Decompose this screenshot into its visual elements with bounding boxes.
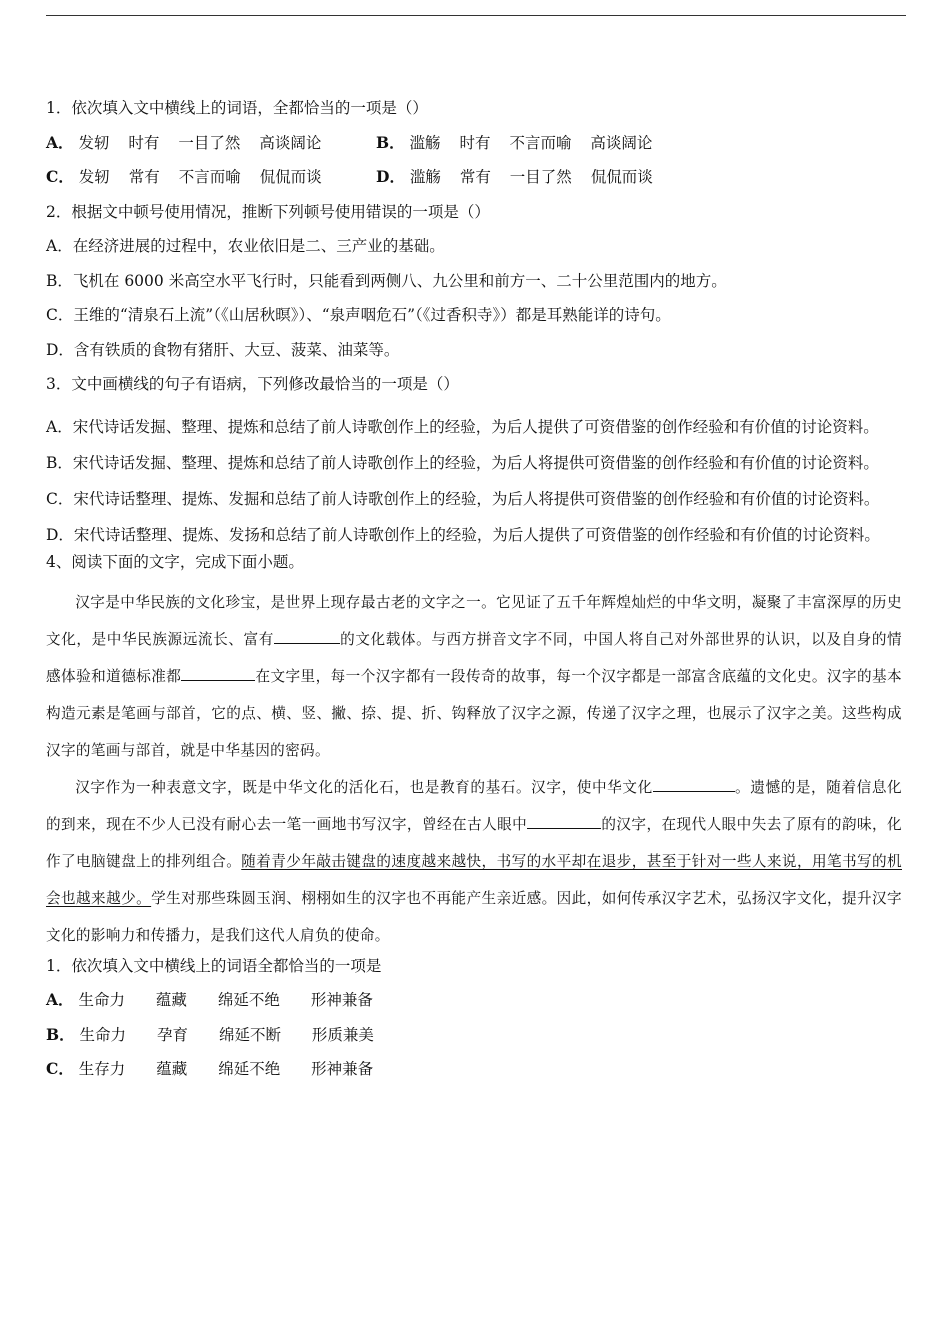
q2-option-d: D．含有铁质的食物有猪肝、大豆、菠菜、油菜等。	[46, 340, 400, 359]
fill-blank-2	[181, 666, 255, 681]
option-word: 一目了然	[509, 168, 572, 186]
option-word: 蕴藏	[155, 991, 187, 1009]
q3-option-a: A．宋代诗话发掘、整理、提炼和总结了前人诗歌创作上的经验，为后人提供了可资借鉴的创作经验和有价值的讨论资料。	[46, 417, 879, 436]
option-word: 形神兼备	[310, 991, 373, 1009]
option-label: D．	[376, 167, 405, 186]
q1-stem: 1．依次填入文中横线上的词语，全都恰当的一项是（）	[46, 99, 428, 117]
q3-option-c: C．宋代诗话整理、提炼、发掘和总结了前人诗歌创作上的经验，为后人将提供可资借鉴的创作经验和有价值的讨论资料。	[46, 489, 880, 508]
q2-option-c: C．王维的“清泉石上流”（《山居秋暝》）、“泉声咽危石”（《过香积寺》）都是耳熟能详的诗句。	[46, 306, 671, 324]
q1-options-cd	[46, 167, 902, 202]
q1-option-d	[376, 167, 667, 187]
q4-sub1-stem: 1．依次填入文中横线上的词语全都恰当的一项是	[46, 956, 382, 975]
q4-sub1-option-a	[46, 990, 902, 1025]
option-word: 时有	[459, 133, 491, 152]
q2-option-b: B．飞机在 6000 米高空水平飞行时，只能看到两侧八、九公里和前方一、二十公里范围内的地方。	[46, 271, 727, 290]
option-word: 生命力	[78, 991, 125, 1009]
option-word: 发轫	[78, 168, 110, 186]
option-word: 绵延不绝	[217, 991, 280, 1009]
fill-blank-3	[653, 777, 735, 792]
q2-option-a: A．在经济进展的过程中，农业依旧是二、三产业的基础。	[46, 237, 445, 255]
option-word: 一目了然	[178, 133, 241, 152]
option-label: A．	[46, 132, 74, 152]
option-word: 生命力	[79, 1025, 127, 1044]
option-word: 高谈阔论	[590, 133, 653, 152]
option-word: 绵延不断	[218, 1025, 281, 1044]
option-label: B．	[46, 1024, 75, 1044]
option-word: 蕴藏	[156, 1060, 188, 1078]
option-word: 常有	[128, 168, 160, 186]
q1-option-c	[46, 167, 336, 187]
option-word: 滥觞	[409, 168, 441, 186]
option-word: 常有	[459, 168, 491, 186]
option-word: 时有	[128, 133, 160, 152]
option-word: 孕育	[157, 1025, 189, 1044]
q3-option-d: D．宋代诗话整理、提炼、发扬和总结了前人诗歌创作上的经验，为后人提供了可资借鉴的创作经验和有价值的讨论资料。	[46, 525, 880, 544]
q4-sub1-option-b	[46, 1025, 902, 1060]
q3-option-b: B．宋代诗话发掘、整理、提炼和总结了前人诗歌创作上的经验，为后人将提供可资借鉴的创作经验和有价值的讨论资料。	[46, 453, 879, 472]
option-word: 不言而喻	[178, 168, 241, 186]
option-label: C．	[46, 167, 74, 186]
option-word: 侃侃而谈	[259, 168, 322, 186]
passage-paragraph-2	[46, 769, 902, 954]
passage-text: 的汉字，在现代人眼中失去了原有的韵味，化作了电脑键盘上的排列组合。	[46, 815, 902, 870]
q1-options-ab	[46, 133, 902, 168]
q1-option-a	[46, 133, 335, 153]
exam-content	[46, 98, 902, 1094]
passage-text: 汉字是中华民族的文化珍宝，是世界上现存最古老的文字之一。它见证了五千年辉煌灿烂的中华文明，凝聚了丰富深厚的历史文化，是中华民族源远流长、富有	[46, 593, 902, 648]
option-word: 形神兼备	[311, 1060, 374, 1078]
option-word: 高谈阔论	[259, 133, 322, 152]
fill-blank-4	[527, 814, 601, 829]
passage-text: 学生对那些珠圆玉润、栩栩如生的汉字也不再能产生亲近感。因此，如何传承汉字艺术，弘扬汉字文化，提升汉字文化的影响力和传播力，是我们这代人肩负的使命。	[46, 889, 902, 944]
q4-sub1-option-c	[46, 1059, 902, 1094]
passage-paragraph-1	[46, 584, 902, 769]
header-rule	[46, 15, 906, 16]
passage-text: 。遗憾的是，随着信息化的到来，现在不少人已没有耐心去一笔一画地书写汉字，曾经在古人眼中	[46, 778, 902, 833]
q1-option-b	[376, 133, 666, 153]
option-word: 生存力	[78, 1060, 126, 1078]
option-label: B．	[376, 132, 405, 152]
option-word: 侃侃而谈	[590, 168, 653, 186]
fill-blank-1	[274, 629, 340, 644]
option-word: 不言而喻	[509, 133, 572, 152]
option-word: 发轫	[78, 133, 110, 152]
passage-text: 在文字里，每一个汉字都有一段传奇的故事，每一个汉字都是一部富含底蕴的文化史。汉字的基本构造元素是笔画与部首，它的点、横、竖、撇、捺、提、折、钩释放了汉字之源，传递了汉字之理，也展示了汉字之美。这些构成汉字的笔画与部首，就是中华基因的密码。	[46, 667, 902, 759]
option-word: 滥觞	[409, 133, 441, 152]
q3-stem: 3．文中画横线的句子有语病，下列修改最恰当的一项是（）	[46, 375, 459, 393]
q4-stem: 4、阅读下面的文字，完成下面小题。	[46, 552, 304, 571]
option-word: 绵延不绝	[218, 1060, 281, 1078]
q2-stem: 2．根据文中顿号使用情况，推断下列顿号使用错误的一项是（）	[46, 202, 490, 221]
passage-text: 的文化载体。与西方拼音文字不同，中国人将自己对外部世界的认识，以及自身的情感体验和道德标准都	[46, 630, 902, 685]
option-label: A．	[46, 990, 74, 1009]
option-word: 形质兼美	[311, 1025, 374, 1044]
q3-options	[46, 409, 902, 553]
option-label: C．	[46, 1059, 74, 1078]
underlined-sentence: 随着青少年敲击键盘的速度越来越快，书写的水平却在退步，甚至于针对一些人来说，用笔书写的机会也越来越少。	[46, 852, 902, 907]
passage-text: 汉字作为一种表意文字，既是中华文化的活化石，也是教育的基石。汉字，使中华文化	[75, 778, 653, 796]
